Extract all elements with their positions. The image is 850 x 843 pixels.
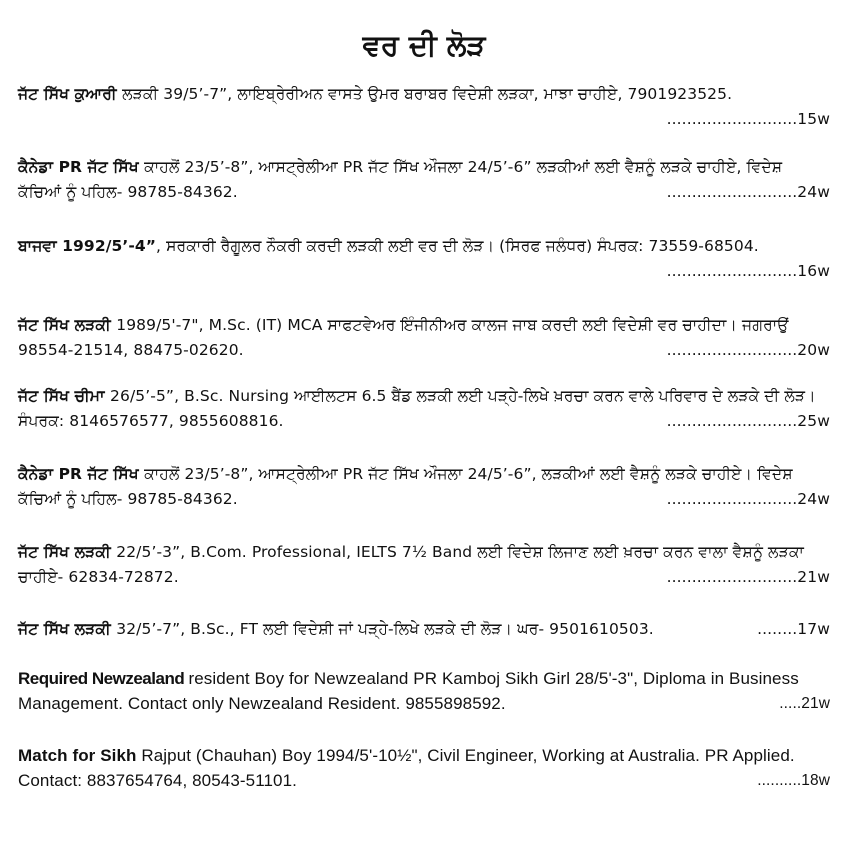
ad-lead: ਕੈਨੇਡਾ PR ਜੱਟ ਸਿੱਖ	[18, 465, 145, 483]
ad-code: .....21w	[779, 695, 830, 712]
ad-text: 22/5’-3”, B.Com. Professional, IELTS 7½ Band ਲਈ ਵਿਦੇਸ਼ ਲਿਜਾਣ ਲਈ ਖ਼ਰਚਾ ਕਰਨ ਵਾਲਾ ਵੈਸ਼ਨੂੰ ਲੜਕਾ ਚਾਹੀਏ- 62834-72872.	[18, 543, 804, 586]
page-title: ਵਰ ਦੀ ਲੋੜ	[362, 28, 486, 62]
ad-lead: ਬਾਜਵਾ 1992/5’-4”	[18, 237, 157, 255]
ad-item	[18, 462, 830, 512]
ad-code: ..........................16w	[666, 262, 830, 280]
ad-item	[18, 82, 830, 132]
ad-code: ..........................24w	[666, 490, 830, 508]
ad-code: ..........................15w	[666, 110, 830, 128]
ad-item	[18, 743, 830, 793]
ad-text: resident Boy for Newzealand PR Kamboj Sikh Girl 28/5'-3", Diploma in Business Management. Contact only Newzealand Resident. 9855898592.	[18, 669, 799, 713]
ad-code: ..........................24w	[666, 183, 830, 201]
ad-text: ਕਾਹਲੋਂ 23/5’-8”, ਆਸਟ੍ਰੇਲੀਆ PR ਜੱਟ ਸਿੱਖ ਔਜਲਾ 24/5’-6”, ਲੜਕੀਆਂ ਲਈ ਵੈਸ਼ਨੂੰ ਲੜਕੇ ਚਾਹੀਏ। ਵਿਦੇਸ਼ ਕੱਚਿਆਂ ਨੂੰ ਪਹਿਲ- 98785-84362.	[18, 465, 793, 508]
ad-lead: ਜੱਟ ਸਿੱਖ ਲੜਕੀ	[18, 543, 117, 561]
ad-lead: ਕੈਨੇਡਾ PR ਜੱਟ ਸਿੱਖ	[18, 158, 145, 176]
ad-text: 26/5’-5”, B.Sc. Nursing ਆਈਲਟਸ 6.5 ਬੈਂਡ ਲੜਕੀ ਲਈ ਪੜ੍ਹੇ-ਲਿਖੇ ਖ਼ਰਚਾ ਕਰਨ ਵਾਲੇ ਪਰਿਵਾਰ ਦੇ ਲੜਕੇ ਦੀ ਲੋੜ। ਸੰਪਰਕ: 8146576577, 9855608816.	[18, 387, 816, 430]
ad-text: Rajput (Chauhan) Boy 1994/5'-10½", Civil Engineer, Working at Australia. PR Applied. Contact: 8837654764, 80543-51101.	[18, 746, 795, 790]
ad-item	[18, 234, 830, 284]
ad-text: ਲੜਕੀ 39/5’-7”, ਲਾਇਬ੍ਰੇਰੀਅਨ ਵਾਸਤੇ ਉਮਰ ਬਰਾਬਰ ਵਿਦੇਸ਼ੀ ਲੜਕਾ, ਮਾਝਾ ਚਾਹੀਏ, 7901923525.	[122, 85, 733, 103]
ad-code: ..........................20w	[666, 341, 830, 359]
ad-item	[18, 313, 830, 363]
ad-lead: Required Newzealand	[18, 669, 189, 688]
ad-lead: ਜੱਟ ਸਿੱਖ ਲੜਕੀ	[18, 316, 117, 334]
ad-text: 1989/5'-7", M.Sc. (IT) MCA ਸਾਫਟਵੇਅਰ ਇੰਜੀਨੀਅਰ ਕਾਲਜ ਜਾਬ ਕਰਦੀ ਲਈ ਵਿਦੇਸ਼ੀ ਵਰ ਚਾਹੀਦਾ। ਜਗਰਾਉਂ 98554-21514, 88475-02620.	[18, 316, 789, 359]
ad-item	[18, 384, 830, 434]
ad-code: ..........................25w	[666, 412, 830, 430]
ad-text: ਕਾਹਲੋਂ 23/5’-8”, ਆਸਟ੍ਰੇਲੀਆ PR ਜੱਟ ਸਿੱਖ ਔਜਲਾ 24/5’-6” ਲੜਕੀਆਂ ਲਈ ਵੈਸ਼ਨੂੰ ਲੜਕੇ ਚਾਹੀਏ, ਵਿਦੇਸ਼ ਕੱਚਿਆਂ ਨੂੰ ਪਹਿਲ- 98785-84362.	[18, 158, 783, 201]
ad-text: 32/5’-7”, B.Sc., FT ਲਈ ਵਿਦੇਸ਼ੀ ਜਾਂ ਪੜ੍ਹੇ-ਲਿਖੇ ਲੜਕੇ ਦੀ ਲੋੜ। ਘਰ- 9501610503.	[116, 620, 654, 638]
ad-item	[18, 540, 830, 590]
ad-text: , ਸਰਕਾਰੀ ਰੈਗੂਲਰ ਨੌਕਰੀ ਕਰਦੀ ਲੜਕੀ ਲਈ ਵਰ ਦੀ ਲੋੜ। (ਸਿਰਫ ਜਲੰਧਰ) ਸੰਪਰਕ: 73559-68504.	[156, 237, 759, 255]
ad-code: ........17w	[757, 620, 830, 638]
ad-lead: Match for Sikh	[18, 746, 142, 765]
ad-lead: ਜੱਟ ਸਿੱਖ ਲੜਕੀ	[18, 620, 117, 638]
ad-code: ..........18w	[757, 772, 830, 789]
ad-code: ..........................21w	[666, 568, 830, 586]
ad-item	[18, 155, 830, 205]
ad-lead: ਜੱਟ ਸਿੱਖ ਚੀਮਾ	[18, 387, 111, 405]
ad-lead: ਜੱਟ ਸਿੱਖ ਕੁਆਰੀ	[18, 85, 123, 103]
ad-item	[18, 617, 830, 642]
ad-item	[18, 666, 830, 716]
